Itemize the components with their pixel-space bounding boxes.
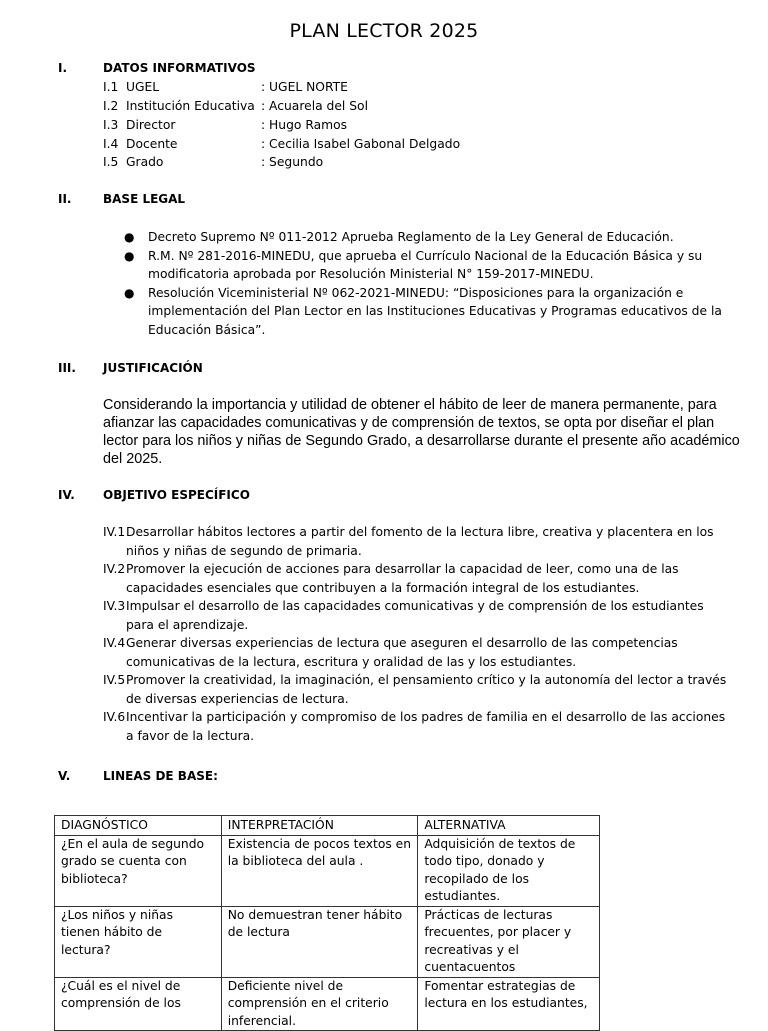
list-item-text: Resolución Viceministerial Nº 062-2021-MINEDU: “Disposiciones para la organización e implementación del Plan Lector en las Instituciones Educativas y Programas educativos de la Educación Básica”.	[148, 285, 722, 337]
table-cell: Fomentar estrategias de lectura en los estudiantes,	[418, 977, 600, 1031]
bullet-icon: ●	[124, 248, 135, 263]
datos-value: : Hugo Ramos	[261, 118, 348, 132]
datos-row	[103, 153, 703, 172]
objetivo-item	[103, 523, 728, 560]
table-cell: Existencia de pocos textos en la biblioteca del aula .	[221, 835, 418, 906]
objetivo-text: Desarrollar hábitos lectores a partir del fomento de la lectura libre, creativa y placentera en los niños y niñas de segundo de primaria.	[126, 525, 714, 558]
section-title: JUSTIFICACIÓN	[103, 361, 203, 375]
datos-code: I.1	[103, 80, 119, 94]
section-title: BASE LEGAL	[103, 192, 186, 206]
objetivo-text: Promover la creatividad, la imaginación, el pensamiento crítico y la autonomía del lector a través de diversas experiencias de lectura.	[126, 673, 727, 706]
objetivo-item	[103, 708, 728, 745]
table-cell: Prácticas de lecturas frecuentes, por placer y recreativas y el cuentacuentos	[418, 906, 600, 977]
objetivo-item	[103, 560, 728, 597]
datos-row	[103, 116, 703, 135]
bullet-icon: ●	[124, 285, 135, 300]
table-header-row	[55, 816, 600, 836]
justificacion-paragraph: Considerando la importancia y utilidad de obtener el hábito de leer de manera permanente, para afianzar las capacidades comunicativas y de comprensión de textos, se opta por diseñar el plan lector para los niños y niñas de Segundo Grado, a desarrollarse durante el presente año académico del 2025.	[103, 397, 740, 467]
section-heading-datos	[58, 61, 256, 75]
section-number: IV.	[58, 488, 75, 502]
document-title: PLAN LECTOR 2025	[289, 20, 479, 42]
bullet-icon: ●	[124, 230, 135, 244]
section-number: III.	[58, 361, 76, 375]
list-item-text: R.M. Nº 281-2016-MINEDU, que aprueba el Currículo Nacional de la Educación Básica y su modificatoria aprobada por Resolución Ministerial N° 159-2017-MINEDU.	[148, 248, 703, 281]
objetivo-item	[103, 671, 728, 708]
section-number: V.	[58, 769, 71, 783]
table-cell: Deficiente nivel de comprensión en el criterio inferencial.	[221, 977, 418, 1031]
objetivo-code: IV.1	[103, 525, 126, 539]
datos-value: : Segundo	[261, 155, 324, 169]
objetivo-code: IV.6	[103, 710, 126, 724]
datos-value: : UGEL NORTE	[261, 80, 348, 94]
section-title: OBJETIVO ESPECÍFICO	[103, 488, 250, 502]
table-cell: ¿En el aula de segundo grado se cuenta con biblioteca?	[55, 835, 222, 906]
datos-label: Grado	[126, 155, 164, 169]
datos-code: I.3	[103, 118, 119, 132]
list-item	[120, 247, 735, 284]
objetivo-code: IV.3	[103, 599, 126, 613]
datos-row	[103, 78, 703, 97]
table-cell: Adquisición de textos de todo tipo, donado y recopilado de los estudiantes.	[418, 835, 600, 906]
datos-value: : Cecilia Isabel Gabonal Delgado	[261, 137, 461, 151]
section-heading-base-legal	[58, 192, 185, 206]
section-number: II.	[58, 192, 72, 206]
column-header-alternativa: ALTERNATIVA	[418, 816, 600, 836]
datos-value: : Acuarela del Sol	[261, 99, 368, 113]
section-number: I.	[58, 61, 68, 75]
column-header-interpretacion: INTERPRETACIÓN	[221, 816, 418, 836]
datos-label: Docente	[126, 137, 178, 151]
lineas-base-table	[54, 815, 600, 1031]
objetivo-item	[103, 597, 728, 634]
base-legal-list	[120, 228, 735, 339]
objetivo-code: IV.2	[103, 562, 126, 576]
table-row	[55, 977, 600, 1031]
datos-row	[103, 135, 703, 154]
objetivo-text: Incentivar la participación y compromiso de los padres de familia en el desarrollo de las acciones a favor de la lectura.	[126, 710, 726, 743]
section-title: DATOS INFORMATIVOS	[103, 61, 256, 75]
table-row	[55, 835, 600, 906]
objetivo-text: Promover la ejecución de acciones para desarrollar la capacidad de leer, como una de las capacidades esenciales que contribuyen a la formación integral de los estudiantes.	[126, 562, 679, 595]
list-item-text: Decreto Supremo Nº 011-2012 Aprueba Reglamento de la Ley General de Educación.	[148, 230, 674, 244]
datos-row	[103, 97, 703, 116]
datos-label: Institución Educativa	[126, 99, 255, 113]
datos-code: I.4	[103, 137, 119, 151]
objetivo-code: IV.5	[103, 673, 126, 687]
objetivos-list	[103, 523, 728, 745]
list-item	[120, 228, 735, 247]
table-cell: No demuestran tener hábito de lectura	[221, 906, 418, 977]
datos-code: I.2	[103, 99, 119, 113]
column-header-diagnostico: DIAGNÓSTICO	[55, 816, 222, 836]
datos-label: UGEL	[126, 80, 160, 94]
section-heading-justificacion	[58, 361, 203, 375]
objetivo-item	[103, 634, 728, 671]
table-cell: ¿Cuál es el nivel de comprensión de los	[55, 977, 222, 1031]
datos-code: I.5	[103, 155, 119, 169]
section-heading-objetivo	[58, 488, 250, 502]
objetivo-code: IV.4	[103, 636, 126, 650]
datos-label: Director	[126, 118, 176, 132]
objetivo-text: Impulsar el desarrollo de las capacidades comunicativas y de comprensión de los estudiantes para el aprendizaje.	[126, 599, 704, 632]
section-heading-lineas-base	[58, 769, 218, 783]
objetivo-text: Generar diversas experiencias de lectura que aseguren el desarrollo de las competencias comunicativas de la lectura, escritura y oralidad de las y los estudiantes.	[126, 636, 678, 669]
list-item	[120, 284, 735, 340]
table-cell: ¿Los niños y niñas tienen hábito de lectura?	[55, 906, 222, 977]
table-row	[55, 906, 600, 977]
section-title: LINEAS DE BASE:	[103, 769, 218, 783]
